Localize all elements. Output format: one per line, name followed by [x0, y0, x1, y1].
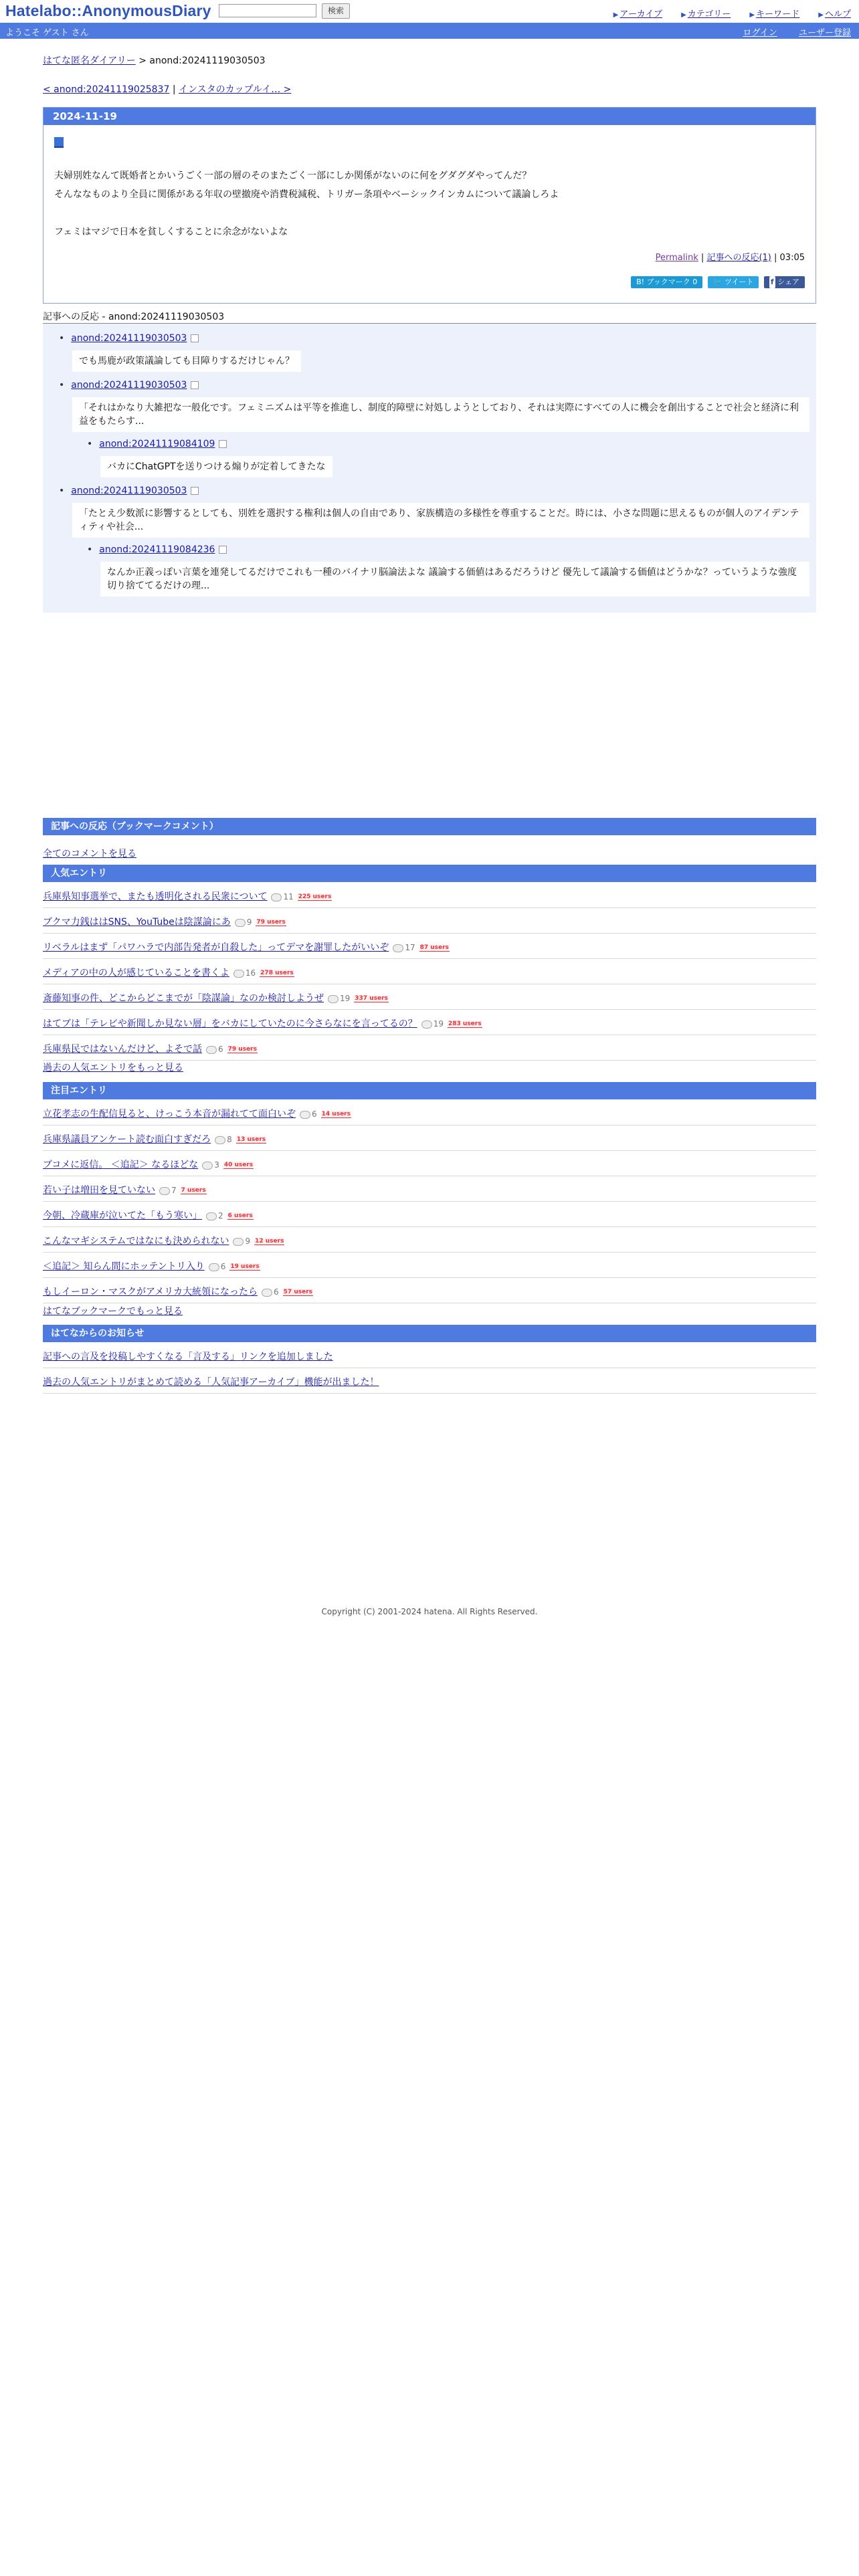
- reaction-body: 「それはかなり大雑把な一般化です。フェミニズムは平等を推進し、制度的障壁に対処しようとしており、それは実際にすべての人に機会を創出することで社会と経済に利益をもたらす...: [72, 397, 809, 432]
- comment-count[interactable]: [328, 994, 350, 1003]
- comment-number: 6: [220, 1262, 226, 1271]
- comment-bubble-icon: [235, 919, 246, 927]
- bullet: •: [87, 439, 93, 449]
- entry-time: | 03:05: [774, 253, 805, 263]
- entry-title-link[interactable]: 兵庫県議員アンケート読む面白すぎだろ: [43, 1134, 211, 1145]
- help-link[interactable]: ヘルプ: [824, 9, 851, 19]
- bookmark-comments-head: 記事への反応（ブックマークコメント）: [43, 818, 816, 835]
- entry-row: [43, 1099, 816, 1125]
- archive-link[interactable]: アーカイブ: [619, 9, 662, 19]
- entry-row-content: [43, 889, 332, 903]
- comment-number: 17: [405, 943, 415, 952]
- entry-row: [43, 1176, 816, 1202]
- reactions-title: 記事への反応 - anond:20241119030503: [43, 312, 225, 322]
- entry-row-content: [43, 1107, 351, 1120]
- entry-row: [43, 1277, 816, 1303]
- bullet: •: [59, 333, 65, 344]
- entry-anchor-icon[interactable]: [54, 137, 64, 148]
- comment-bubble-icon: [233, 970, 244, 978]
- comment-number: 9: [246, 918, 252, 927]
- entry-row-content: [43, 1016, 482, 1030]
- entry-footer: [656, 250, 805, 263]
- reaction-item: [59, 380, 199, 391]
- entry-row-content: [43, 1208, 254, 1222]
- search-button[interactable]: 検索: [322, 3, 350, 19]
- entry-row-content: [43, 991, 389, 1004]
- triangle-icon: ▶: [749, 11, 755, 19]
- entry-row: [43, 958, 816, 984]
- share-label: シェア: [777, 278, 799, 286]
- expand-icon[interactable]: [191, 381, 199, 389]
- users-badge[interactable]: 14 users: [321, 1110, 351, 1117]
- reactions-box: [43, 323, 816, 613]
- reaction-item: [87, 439, 227, 449]
- expand-icon[interactable]: [191, 487, 199, 495]
- users-badge[interactable]: 225 users: [298, 893, 332, 900]
- entry-title-link[interactable]: 斎藤知事の件、どこからどこまでが「陰謀論」なのか検討しようぜ: [43, 993, 324, 1004]
- entry-title-link[interactable]: 若い子は増田を見ていない: [43, 1185, 155, 1196]
- comment-number: 8: [227, 1135, 232, 1144]
- footer-copyright: Copyright (C) 2001-2024 hatena. All Rights Reserved.: [321, 1607, 538, 1616]
- keyword-link[interactable]: キーワード: [756, 9, 800, 19]
- users-badge[interactable]: 283 users: [448, 1020, 482, 1027]
- facebook-share-button[interactable]: [764, 276, 805, 288]
- entry-line: 夫婦別姓なんて既婚者とかいうごく一部の層のそのまたごく一部にしか関係がないのに何をグダグダやってんだ？: [54, 171, 532, 181]
- users-badge[interactable]: 6 users: [227, 1212, 253, 1219]
- comment-count[interactable]: [206, 1211, 223, 1220]
- entry-title-link[interactable]: ブコメに返信。 ＜追記＞ なるほどな: [43, 1160, 199, 1170]
- welcome-text: ようこそ ゲスト さん: [5, 28, 89, 38]
- reactions-link[interactable]: 記事への反応(1): [706, 253, 771, 263]
- entry-title-link[interactable]: ブクマ力銭ははSNS、YouTubeは陰謀論にあ: [43, 917, 231, 928]
- reaction-link[interactable]: anond:20241119030503: [71, 380, 187, 391]
- comment-count[interactable]: [233, 968, 256, 978]
- expand-icon[interactable]: [219, 546, 227, 554]
- comment-count[interactable]: [233, 1237, 250, 1246]
- next-entry-link[interactable]: インスタのカップルイ… >: [179, 84, 292, 95]
- search-input[interactable]: [219, 4, 316, 17]
- users-badge[interactable]: 40 users: [223, 1161, 254, 1168]
- reaction-link[interactable]: anond:20241119030503: [71, 486, 187, 496]
- entry-row-content: [43, 1259, 260, 1273]
- entry-body: [43, 125, 816, 248]
- comment-bubble-icon: [159, 1187, 170, 1195]
- site-logo[interactable]: Hatelabo::AnonymousDiary: [5, 2, 211, 19]
- noteworthy-more-link[interactable]: はてなブックマークでもっと見る: [43, 1306, 183, 1317]
- reaction-body: 「たとえ少数派に影響するとしても、別姓を選択する権利は個人の自由であり、家族構造の多様性を尊重することだ。時には、小さな問題に思えるものが個人のアイデンティティや社会...: [72, 503, 809, 538]
- top-links: [597, 7, 851, 19]
- comment-count[interactable]: [262, 1287, 279, 1297]
- entry-row: [43, 1125, 816, 1151]
- entry-row-content: [43, 1285, 313, 1298]
- entry-row-content: [43, 940, 450, 954]
- news-link[interactable]: 過去の人気エントリがまとめて読める「人気記事アーカイブ」機能が出ました！: [43, 1377, 379, 1388]
- users-badge[interactable]: 7 users: [181, 1186, 206, 1194]
- comment-count[interactable]: [209, 1262, 226, 1271]
- login-link[interactable]: ログイン: [743, 28, 777, 38]
- entry-title-link[interactable]: 兵庫県民ではないんだけど、よそで話: [43, 1044, 202, 1055]
- comment-bubble-icon: [393, 944, 403, 952]
- help-link-item[interactable]: [810, 9, 851, 19]
- entry-line: そんななものより全員に関係がある年収の壁撤廃や消費税減税、トリガー条項やベーシックインカムについて議論しろよ: [54, 189, 559, 200]
- entry-row-content: [43, 1042, 258, 1055]
- comment-count[interactable]: [421, 1019, 444, 1029]
- comment-number: 6: [274, 1287, 279, 1297]
- users-badge[interactable]: 79 users: [256, 918, 286, 926]
- entry-row: [43, 1009, 816, 1035]
- all-comments-link[interactable]: 全てのコメントを見る: [43, 849, 136, 859]
- entry-title-link[interactable]: もしイーロン・マスクがアメリカ大統領になったら: [43, 1287, 258, 1297]
- triangle-icon: ▶: [613, 11, 619, 19]
- reaction-item: [87, 544, 227, 555]
- popular-head: 人気エントリ: [43, 865, 816, 882]
- comment-number: 16: [245, 968, 256, 978]
- news-head: はてなからのお知らせ: [43, 1325, 816, 1342]
- reaction-item: [59, 486, 199, 496]
- comment-number: 2: [218, 1211, 223, 1220]
- users-badge[interactable]: 79 users: [227, 1045, 257, 1053]
- comment-bubble-icon: [262, 1289, 272, 1297]
- reaction-body: でも馬鹿が政策議論しても目障りするだけじゃん？: [72, 350, 301, 372]
- triangle-icon: ▶: [818, 11, 824, 19]
- category-link[interactable]: カテゴリー: [687, 9, 731, 19]
- entry-row-content: [43, 915, 286, 928]
- entry-nav: [43, 82, 291, 96]
- comment-number: 6: [218, 1045, 223, 1054]
- tweet-label: ツイート: [724, 278, 754, 286]
- diary-entry: [43, 107, 816, 304]
- entry-row: [43, 1035, 816, 1061]
- entry-row-content: [43, 1132, 266, 1146]
- entry-row-content: [43, 1158, 254, 1171]
- breadcrumb: [43, 53, 266, 67]
- entry-row: [43, 1252, 816, 1278]
- nav-sep: |: [172, 84, 176, 95]
- comment-number: 19: [340, 994, 351, 1003]
- archive-link-item[interactable]: [605, 9, 662, 19]
- entry-row: [43, 1226, 816, 1253]
- comment-bubble-icon: [206, 1212, 217, 1220]
- comment-count[interactable]: [235, 918, 252, 927]
- entry-title-link[interactable]: リベラルはまず「パワハラで内部告発者が自殺した」ってデマを謝罪したがいいぞ: [43, 942, 389, 953]
- users-badge[interactable]: 87 users: [419, 944, 449, 951]
- reaction-link[interactable]: anond:20241119084109: [99, 439, 215, 449]
- entry-row: [43, 882, 816, 908]
- comment-bubble-icon: [421, 1021, 432, 1029]
- auth-links: [724, 25, 851, 38]
- comment-number: 19: [433, 1019, 444, 1029]
- entry-row-content: [43, 966, 294, 979]
- users-badge[interactable]: 19 users: [230, 1263, 260, 1270]
- breadcrumb-home[interactable]: はてな匿名ダイアリー: [43, 56, 136, 66]
- popular-more-link[interactable]: 過去の人気エントリをもっと見る: [43, 1063, 183, 1073]
- news-item: [43, 1368, 816, 1394]
- expand-icon[interactable]: [191, 334, 199, 342]
- comment-bubble-icon: [233, 1238, 244, 1246]
- top-header: [0, 0, 859, 23]
- comment-bubble-icon: [328, 995, 339, 1003]
- comment-bubble-icon: [206, 1046, 217, 1054]
- news-link[interactable]: 記事への言及を投稿しやすくなる「言及する」リンクを追加しました: [43, 1352, 333, 1362]
- user-bar: [0, 23, 859, 39]
- entry-title-link[interactable]: メディアの中の人が感じていることを書くよ: [43, 968, 229, 978]
- reaction-body: バカにChatGPTを送りつける煽りが定着してきたな: [100, 456, 332, 477]
- facebook-icon: f: [769, 276, 775, 288]
- users-badge[interactable]: 13 users: [236, 1136, 266, 1143]
- entry-row: [43, 1201, 816, 1227]
- expand-icon[interactable]: [219, 440, 227, 448]
- users-badge[interactable]: 12 users: [255, 1237, 284, 1245]
- comment-number: 9: [245, 1237, 251, 1246]
- bullet: •: [59, 380, 65, 391]
- comment-bubble-icon: [209, 1263, 219, 1271]
- prev-entry-link[interactable]: < anond:20241119025837: [43, 84, 170, 95]
- comment-count[interactable]: [300, 1109, 317, 1119]
- comment-count[interactable]: [159, 1186, 177, 1195]
- comment-bubble-icon: [202, 1162, 213, 1170]
- entry-date: 2024-11-19: [43, 108, 816, 125]
- entry-title-link[interactable]: 兵庫県知事選挙で、またも透明化される民衆について: [43, 891, 268, 902]
- entry-line: フェミはマジで日本を貧しくすることに余念がないよな: [54, 227, 288, 237]
- reaction-link[interactable]: anond:20241119030503: [71, 333, 187, 344]
- breadcrumb-current: anond:20241119030503: [149, 56, 266, 66]
- entry-row-content: [43, 1183, 207, 1196]
- comment-bubble-icon: [271, 893, 282, 901]
- reaction-link[interactable]: anond:20241119084236: [99, 544, 215, 555]
- entry-row: [43, 1150, 816, 1176]
- comment-count[interactable]: [206, 1045, 223, 1054]
- hatena-bookmark-button[interactable]: B! ブックマーク 0: [631, 276, 702, 288]
- comment-count[interactable]: [202, 1160, 219, 1170]
- keyword-link-item[interactable]: [741, 9, 799, 19]
- comment-number: 3: [214, 1160, 219, 1170]
- category-link-item[interactable]: [673, 9, 731, 19]
- comment-number: 6: [312, 1109, 317, 1119]
- entry-title-link[interactable]: こんなマギシステムではなにも決められない: [43, 1236, 229, 1247]
- tweet-button[interactable]: [708, 276, 759, 288]
- breadcrumb-sep: >: [138, 56, 147, 66]
- bullet: •: [87, 544, 93, 555]
- triangle-icon: ▶: [681, 11, 686, 19]
- comment-number: 11: [283, 892, 294, 901]
- news-item: [43, 1342, 816, 1368]
- comment-count[interactable]: [271, 892, 293, 901]
- entry-row: [43, 933, 816, 959]
- footer-sep: |: [700, 253, 704, 263]
- twitter-icon: 🐦: [712, 278, 723, 286]
- entry-row: [43, 907, 816, 934]
- reaction-body: なんか正義っぽい言葉を連発してるだけでこれも一種のバイナリ脳論法よな 議論する価値はあるだろうけど 優先して議論する価値はどうかな？っていうような強度切り捨ててるだけの理...: [100, 562, 809, 597]
- entry-title-link[interactable]: はてブは「テレビや新聞しか見ない層」をバカにしていたのに今さらなにを言ってるの？: [43, 1018, 417, 1029]
- entry-title-link[interactable]: 立花孝志の生配信見ると、けっこう本音が漏れてて面白いぞ: [43, 1109, 296, 1119]
- bullet: •: [59, 486, 65, 496]
- register-link[interactable]: ユーザー登録: [798, 28, 851, 38]
- comment-number: 7: [171, 1186, 177, 1195]
- comment-count[interactable]: [215, 1135, 232, 1144]
- comment-bubble-icon: [300, 1111, 310, 1119]
- users-badge[interactable]: 278 users: [260, 969, 294, 976]
- reaction-item: [59, 333, 199, 344]
- entry-title-link[interactable]: ＜追記＞ 知らん間にホッテントリ入り: [43, 1261, 205, 1272]
- entry-title-link[interactable]: 今朝、冷蔵庫が泣いてた「もう寒い」: [43, 1210, 202, 1221]
- users-badge[interactable]: 57 users: [283, 1288, 312, 1295]
- permalink[interactable]: Permalink: [655, 253, 698, 263]
- comment-bubble-icon: [215, 1136, 225, 1144]
- entry-row: [43, 984, 816, 1010]
- users-badge[interactable]: 337 users: [355, 994, 388, 1002]
- noteworthy-head: 注目エントリ: [43, 1082, 816, 1099]
- share-buttons: [628, 276, 805, 288]
- comment-count[interactable]: [393, 943, 415, 952]
- entry-row-content: [43, 1234, 284, 1247]
